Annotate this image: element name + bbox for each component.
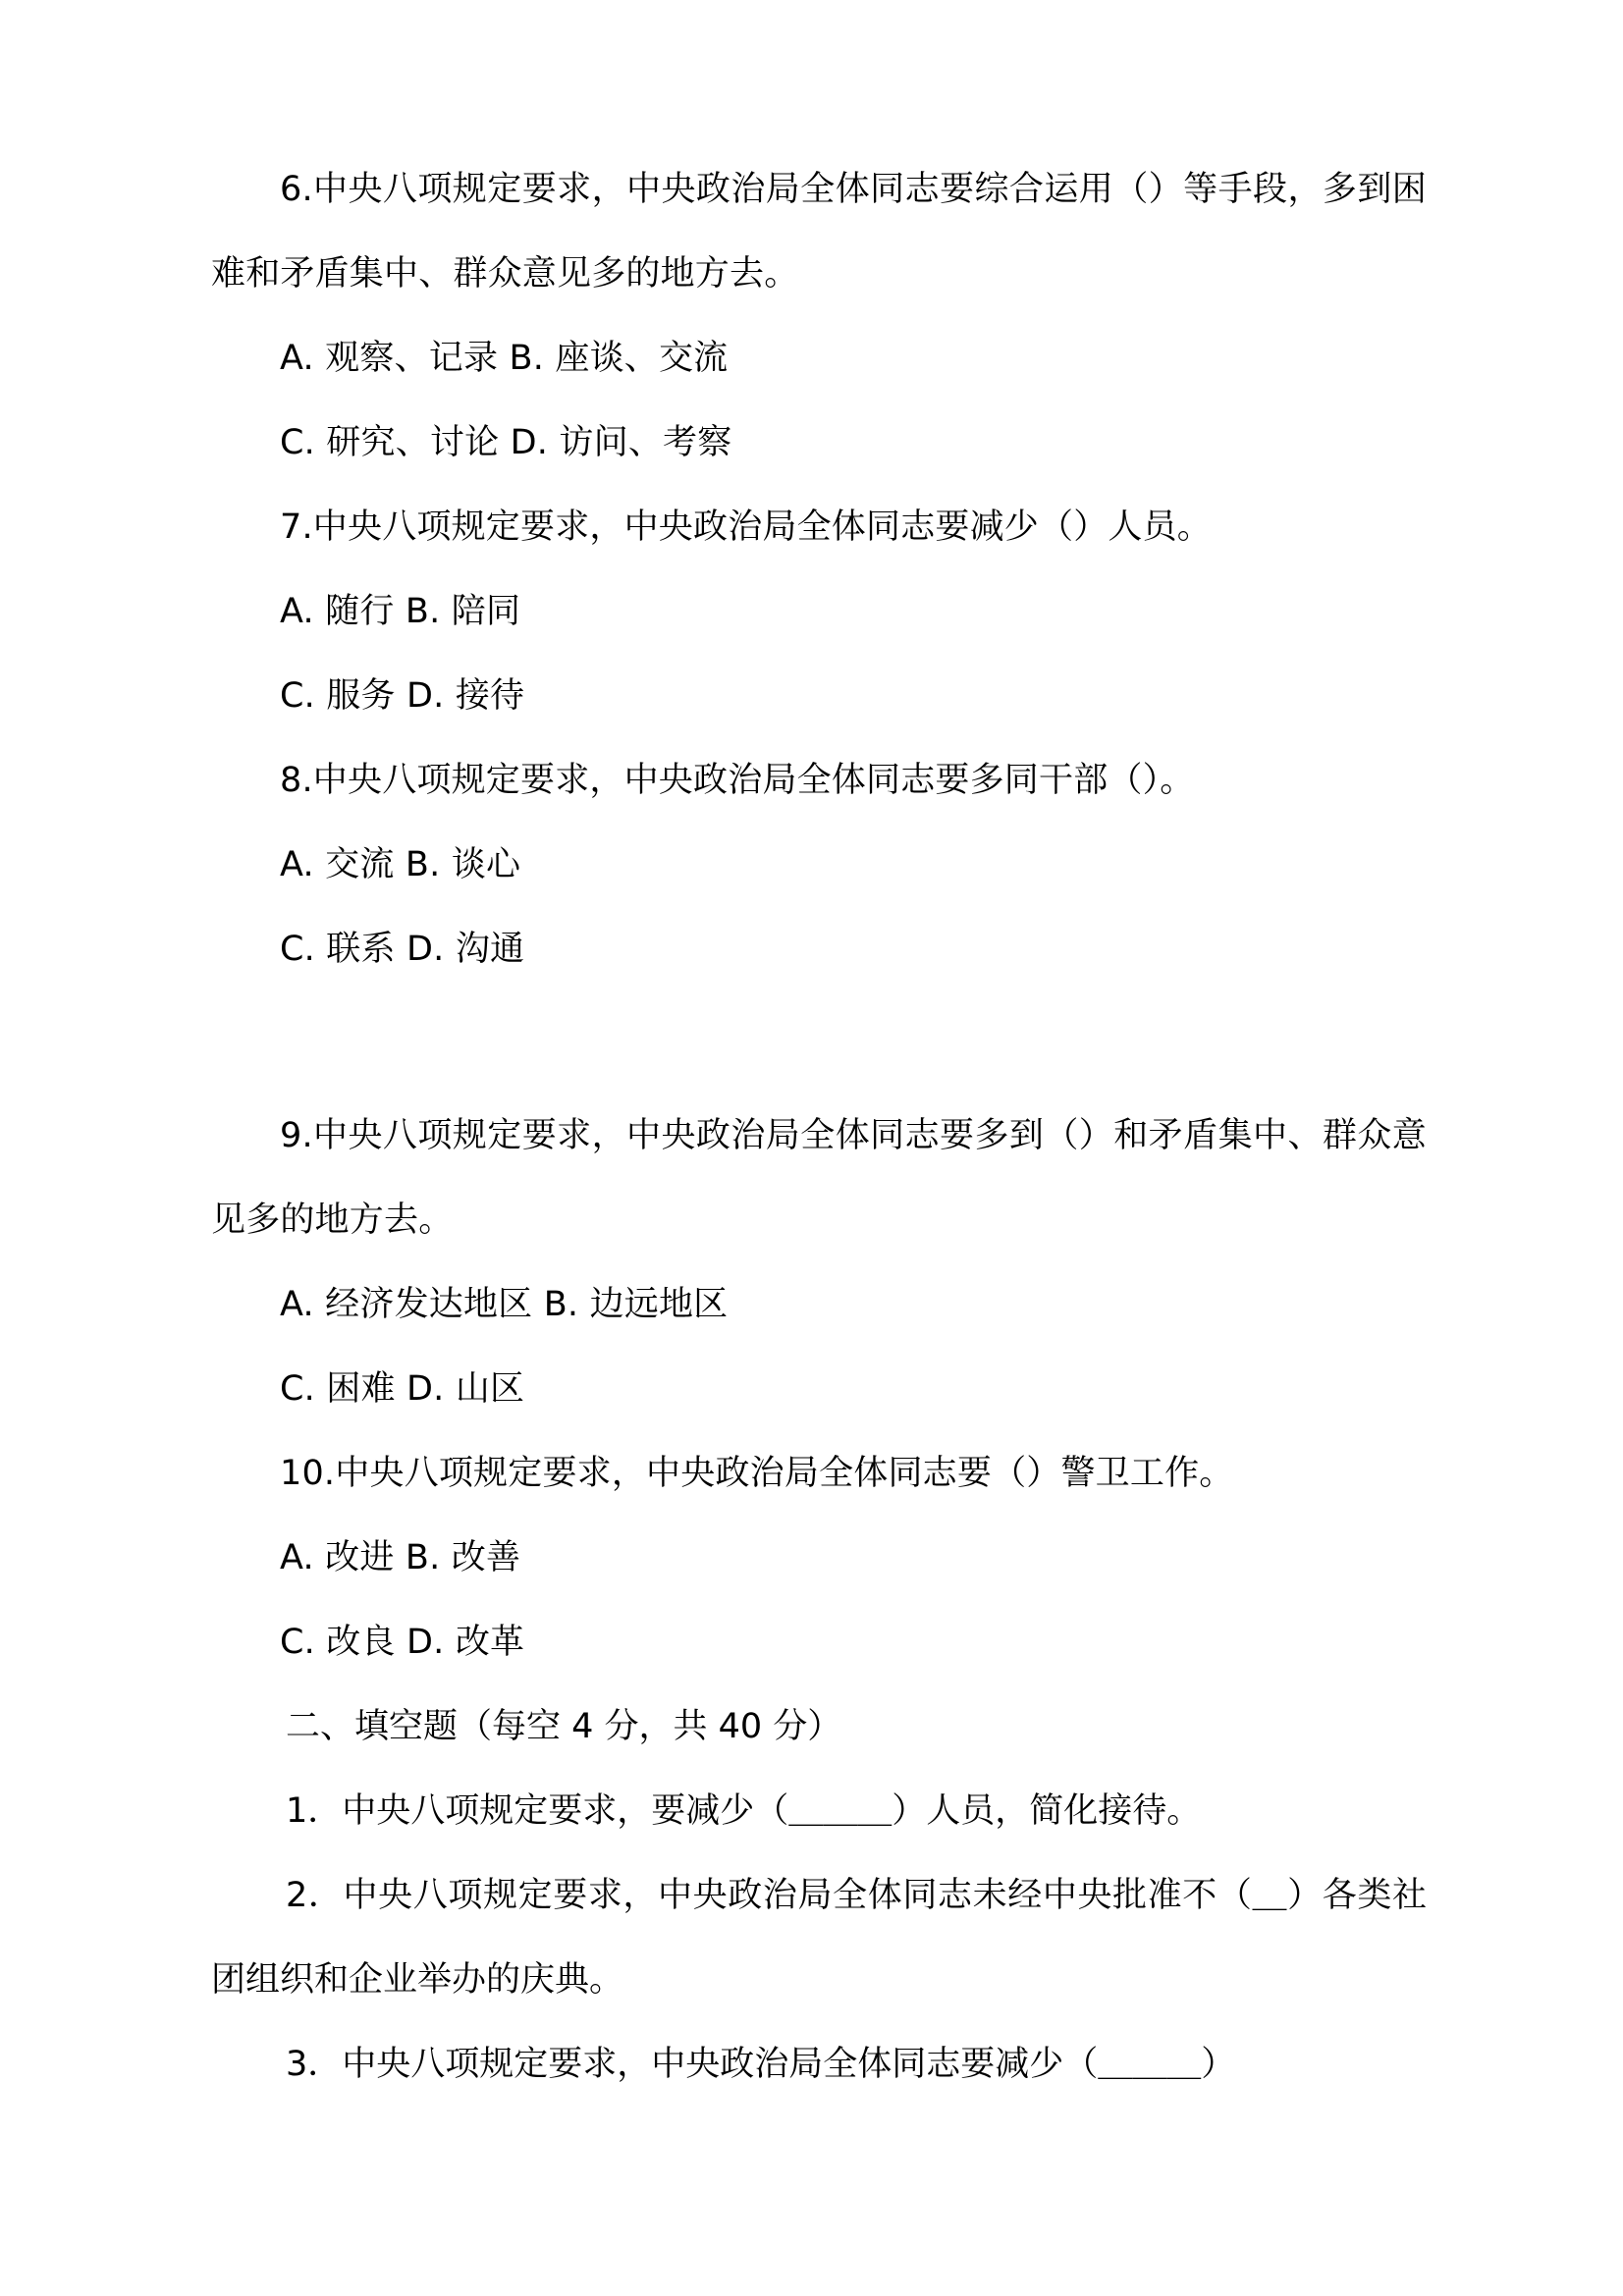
question-option: C. 研究、讨论 D. 访问、考察 [280,423,732,462]
question-stem: 6.中央八项规定要求，中央政治局全体同志要综合运用（）等手段，多到困难和矛盾集中、群众意见多的地方去。 [211,170,1427,294]
question-option: C. 困难 D. 山区 [280,1369,525,1409]
question-option: C. 服务 D. 接待 [280,676,525,716]
question-option: A. 交流 B. 谈心 [280,845,521,884]
question-option: A. 随行 B. 陪同 [280,592,521,631]
question-stem: 9.中央八项规定要求，中央政治局全体同志要多到（）和矛盾集中、群众意见多的地方去。 [211,1116,1427,1240]
document-body [211,147,1427,2107]
section-heading: 二、填空题（每空 4 分，共 40 分） [286,1707,842,1746]
question-stem: 7.中央八项规定要求，中央政治局全体同志要减少（）人员。 [280,507,1212,547]
question-stem: 10.中央八项规定要求，中央政治局全体同志要（）警卫工作。 [280,1454,1234,1493]
question-option: C. 联系 D. 沟通 [280,930,525,969]
fill-in-blank-item: 1．中央八项规定要求，要减少（＿＿＿）人员，简化接待。 [286,1791,1202,1831]
question-option: A. 改进 B. 改善 [280,1538,521,1577]
paragraph-spacer [211,991,1427,1094]
question-stem: 8.中央八项规定要求，中央政治局全体同志要多同干部（）。 [280,761,1195,800]
fill-in-blank-item: 3．中央八项规定要求，中央政治局全体同志要减少（＿＿＿） [286,2045,1236,2084]
question-option: C. 改良 D. 改革 [280,1623,525,1662]
question-option: A. 经济发达地区 B. 边远地区 [280,1285,729,1324]
question-option: A. 观察、记录 B. 座谈、交流 [280,339,729,378]
fill-in-blank-item: 2．中央八项规定要求，中央政治局全体同志未经中央批准不（＿）各类社团组织和企业举办的庆典。 [211,1876,1427,2000]
